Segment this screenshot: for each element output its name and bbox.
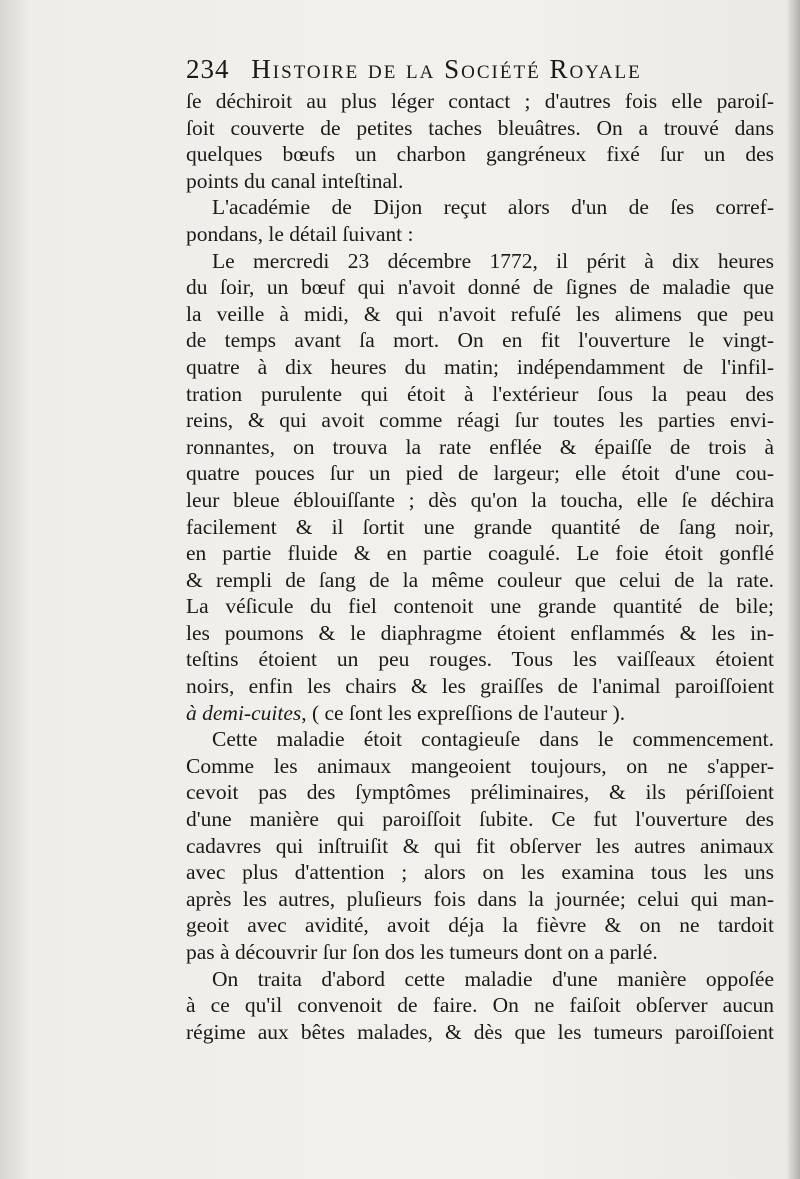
page-gutter-shadow: [786, 0, 800, 1179]
text-line: ſoit couverte de petites taches bleuâtres. On a trouvé dans: [186, 115, 774, 140]
body-text: [186, 88, 774, 1045]
text-line: points du canal inteſtinal.: [186, 168, 404, 193]
text-line: la veille à midi, & qui n'avoit refuſé les alimens que peu: [186, 301, 774, 326]
text-line: reins, & qui avoit comme réagi ſur toutes les parties envi-: [186, 408, 774, 433]
text-line: noirs, enfin les chairs & les graiſſes de l'animal paroiſſoient: [186, 674, 774, 699]
text-line: régime aux bêtes malades, & dès que les tumeurs paroiſſoient: [186, 1019, 774, 1044]
text-line: quatre à dix heures du matin; indépendamment de l'infil-: [186, 354, 774, 379]
text-line: ronnantes, on trouva la rate enflée & épaiſſe de trois à: [186, 434, 774, 459]
text-line: du ſoir, un bœuf qui n'avoit donné de ſignes de maladie que: [186, 275, 774, 300]
italic-phrase: à demi-cuites: [186, 700, 302, 725]
text-line: cevoit pas des ſymptômes préliminaires, & ils périſſoient: [186, 780, 774, 805]
text-line: d'une manière qui paroiſſoit ſubite. Ce fut l'ouverture des: [186, 807, 774, 832]
text-line: On traita d'abord cette maladie d'une manière oppoſée: [212, 966, 774, 991]
text-line: de temps avant ſa mort. On en fit l'ouverture le vingt-: [186, 328, 774, 353]
text-line: ſe déchiroit au plus léger contact ; d'autres fois elle paroiſ-: [186, 89, 774, 113]
running-title: Histoire de la Société Royale: [251, 54, 642, 84]
page-number: 234: [186, 54, 230, 84]
text-line: L'académie de Dijon reçut alors d'un de ſes corref-: [212, 195, 774, 220]
text-line: pondans, le détail ſuivant :: [186, 221, 414, 246]
text-line: teſtins étoient un peu rouges. Tous les vaiſſeaux étoient: [186, 647, 774, 672]
text-line: La véſicule du fiel contenoit une grande quantité de bile;: [186, 594, 774, 619]
text-line: les poumons & le diaphragme étoient enflammés & les in-: [186, 620, 774, 645]
text-line: cadavres qui inſtruiſit & qui fit obſerver les autres animaux: [186, 833, 774, 858]
text-line: leur bleue éblouiſſante ; dès qu'on la toucha, elle ſe déchira: [186, 487, 774, 512]
running-header: [186, 50, 746, 88]
text-line: quelques bœufs un charbon gangréneux fixé ſur un des: [186, 142, 774, 167]
text-line: [186, 700, 774, 727]
text-line: en partie fluide & en partie coagulé. Le foie étoit gonflé: [186, 541, 774, 566]
text-line: Le mercredi 23 décembre 1772, il périt à dix heures: [212, 248, 774, 273]
text-line: Comme les animaux mangeoient toujours, on ne s'apper-: [186, 753, 774, 778]
text-line: & rempli de ſang de la même couleur que celui de la rate.: [186, 567, 774, 592]
text-line: quatre pouces ſur un pied de largeur; elle étoit d'une cou-: [186, 461, 774, 486]
text-line: Cette maladie étoit contagieuſe dans le commencement.: [212, 727, 774, 752]
text-line: avec plus d'attention ; alors on les examina tous les uns: [186, 860, 774, 885]
text-line: à ce qu'il convenoit de faire. On ne faiſoit obſerver aucun: [186, 993, 774, 1018]
text-line: facilement & il ſortit une grande quantité de ſang noir,: [186, 514, 774, 539]
line-rest: , ( ce ſont les expreſſions de l'auteur ).: [301, 700, 626, 725]
text-line: tration purulente qui étoit à l'extérieur ſous la peau des: [186, 381, 774, 406]
text-line: après les autres, pluſieurs fois dans la journée; celui qui man-: [186, 886, 774, 911]
text-line: geoit avec avidité, avoit déja la fièvre & on ne tardoit: [186, 913, 774, 938]
text-line: pas à découvrir ſur ſon dos les tumeurs dont on a parlé.: [186, 940, 658, 964]
